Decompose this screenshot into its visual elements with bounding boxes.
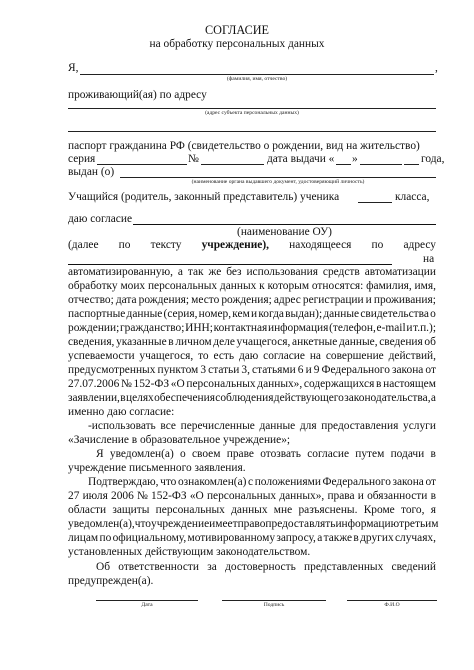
caption-address: (адрес субъекта персональных данных) xyxy=(205,110,299,116)
caption-fio-sign: Ф.И.О xyxy=(384,602,400,608)
text-line: паспортные данные (серия, номер, кем и когда выдан); данные свидетельства о xyxy=(68,308,436,320)
year-line xyxy=(404,164,419,165)
responsibility-line: Об ответственности за достоверность представленных сведений xyxy=(96,561,436,573)
text-line: успеваемости учащегося, то есть даю согласие на совершение действий, xyxy=(68,350,436,362)
ou-name-label: (наименование ОУ) xyxy=(237,226,332,238)
caption-fio: (фамилия, имя, отчество) xyxy=(226,76,288,82)
revoke-line: Я уведомлен(а) о своем праве отозвать согласие путем подачи в xyxy=(96,448,436,460)
label-issued: выдан (о) xyxy=(68,166,115,178)
caption-date: Дата xyxy=(141,602,153,608)
label-student: Учащийся (родитель, законный представитель) ученика xyxy=(68,191,340,203)
text-line: 27.07.2006 № 152-ФЗ «О персональных данных», содержащихся в настоящем xyxy=(68,378,436,390)
text-line: на xyxy=(423,253,435,265)
label-year: года, xyxy=(421,153,445,165)
confirm-line: 27 июля 2006 № 152-ФЗ «О персональных данных», права и обязанности в xyxy=(68,490,436,502)
confirm-line: области защиты персональных данных мне разъяснены. Кроме того, я xyxy=(68,504,436,516)
label-issue-date: дата выдачи « xyxy=(267,153,335,165)
label-ya: Я, xyxy=(68,62,79,74)
address-line-2 xyxy=(68,131,436,132)
caption-issued: (наименование органа выдавшего документ, удостоверяющий личность) xyxy=(191,179,365,185)
issued-line xyxy=(120,177,436,178)
label-address: проживающий(ая) по адресу xyxy=(68,89,207,101)
label-consent: даю согласие xyxy=(68,213,132,225)
text-line: именно даю согласие: xyxy=(68,406,175,418)
ou-name-line xyxy=(133,224,436,225)
text-line: отчество; дата рождения; место рождения; адрес регистрации и проживания; xyxy=(68,294,436,306)
text-line: обработку моих персональных данных к которым относятся: фамилия, имя, xyxy=(68,280,436,292)
month-line xyxy=(360,164,402,165)
number-line xyxy=(201,164,264,165)
address-line xyxy=(68,108,436,109)
text-line: (далее по тексту учреждение), находящееся по адресу xyxy=(68,239,436,251)
fio-line xyxy=(80,74,434,75)
comma-ya: , xyxy=(435,62,438,74)
fio-sign-line xyxy=(347,600,437,601)
confirm-line: уведомлен(а), что учреждение имеет право предоставлять информацию третьим xyxy=(68,518,439,530)
confirm-line: Подтверждаю, что ознакомлен(а) с положениями Федерального закона от xyxy=(88,476,436,488)
caption-signature: Подпись xyxy=(263,602,285,608)
text-line: сведения, указанные в личном деле учащегося, анкетные данные, сведения об xyxy=(68,336,436,348)
text-line: рождении; гражданство; ИНН; контактная информация (телефон, e-mail и т.п.); xyxy=(68,322,436,334)
ou-address-line xyxy=(68,264,392,265)
bullet-line: -использовать все перечисленные данные для предоставления услуги xyxy=(88,420,436,432)
responsibility-line: предупрежден(а). xyxy=(68,575,154,587)
page-subtitle: на обработку персональных данных xyxy=(149,38,325,50)
text-line: автоматизированную, а так же без использования средств автоматизации xyxy=(68,266,436,278)
series-line xyxy=(97,164,187,165)
day-line xyxy=(336,164,351,165)
text-line: заявлении, в целях обеспечения соблюдения действующего законодательства, а xyxy=(68,392,436,404)
label-number: № xyxy=(188,153,199,165)
label-quote-close: » xyxy=(352,153,358,165)
class-line xyxy=(358,202,392,203)
signature-sign-line xyxy=(222,600,326,601)
confirm-line: лицам по официальному, мотивированному запросу, а также в других случаях, xyxy=(68,532,436,544)
label-passport: паспорт гражданина РФ (свидетельство о рождении, вид на жительство) xyxy=(68,140,420,152)
text-line: предусмотренных пунктом 3 статьи 3, статьями 6 и 9 Федерального закона от xyxy=(68,364,436,376)
bullet-line: «Зачисление в образовательное учреждение»; xyxy=(68,434,291,446)
confirm-line: установленных действующим законодательством. xyxy=(68,546,311,558)
label-series: серия xyxy=(68,153,96,165)
date-sign-line xyxy=(96,600,198,601)
page-title: СОГЛАСИЕ xyxy=(205,23,269,37)
revoke-line: учреждение письменного заявления. xyxy=(68,462,246,474)
label-class: класса, xyxy=(395,191,430,203)
